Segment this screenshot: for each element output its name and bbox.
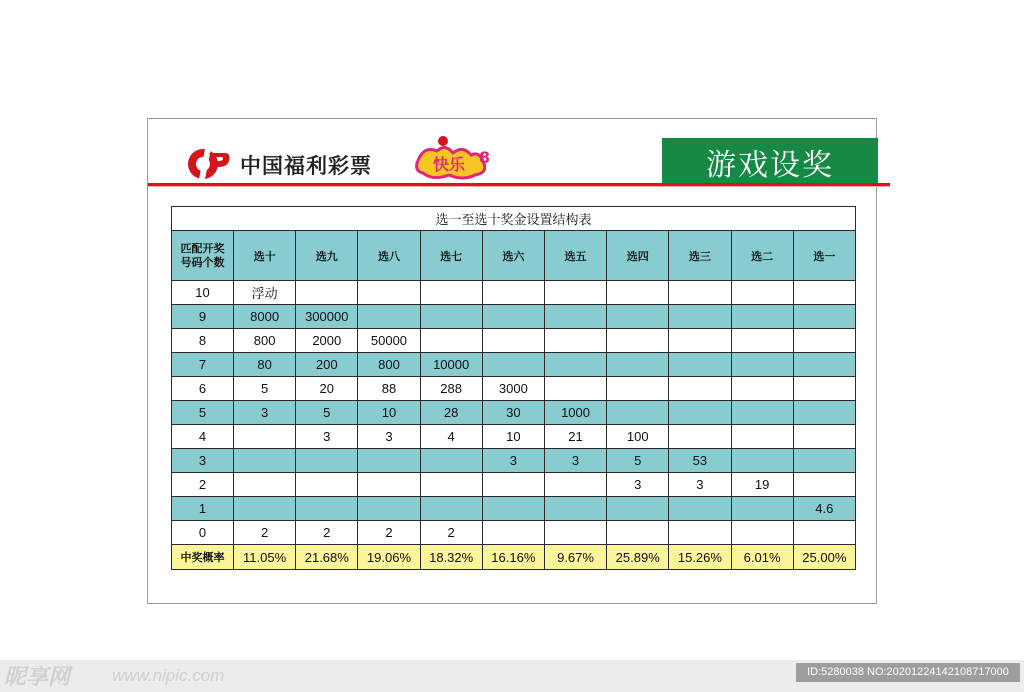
prize-cell: [669, 521, 731, 545]
prize-card: [147, 118, 877, 604]
match-count-cell: 6: [172, 377, 234, 401]
prize-cell: 8000: [234, 305, 296, 329]
prize-cell: [669, 377, 731, 401]
prize-cell: 100: [607, 425, 669, 449]
match-count-cell: 5: [172, 401, 234, 425]
table-caption: 选一至选十奖金设置结构表: [172, 207, 856, 231]
match-count-cell: 1: [172, 497, 234, 521]
prize-cell: 浮动: [234, 281, 296, 305]
prize-cell: [607, 497, 669, 521]
prize-cell: 3: [296, 425, 358, 449]
prize-cell: [669, 305, 731, 329]
table-row: [172, 377, 856, 401]
prize-cell: 800: [234, 329, 296, 353]
prize-cell: 3: [234, 401, 296, 425]
prize-cell: 19: [731, 473, 793, 497]
prize-cell: [544, 329, 606, 353]
prize-cell: [669, 401, 731, 425]
prize-cell: 5: [296, 401, 358, 425]
prize-cell: [669, 329, 731, 353]
prize-cell: 3: [482, 449, 544, 473]
prize-cell: [358, 281, 420, 305]
prize-cell: [731, 305, 793, 329]
prize-cell: [544, 353, 606, 377]
column-header: 选七: [420, 231, 482, 281]
prize-cell: 4: [420, 425, 482, 449]
prize-cell: [482, 473, 544, 497]
table-row: [172, 305, 856, 329]
column-header-row: [172, 231, 856, 281]
prize-cell: [731, 449, 793, 473]
prize-cell: [793, 425, 855, 449]
prize-cell: [669, 497, 731, 521]
prize-cell: [420, 281, 482, 305]
prize-cell: [420, 473, 482, 497]
header: [148, 119, 876, 189]
prize-cell: [793, 329, 855, 353]
prize-cell: [731, 377, 793, 401]
prize-cell: [731, 425, 793, 449]
prize-cell: [482, 305, 544, 329]
prize-cell: 2: [234, 521, 296, 545]
prize-cell: [234, 449, 296, 473]
win-rate-row: [172, 545, 856, 570]
prize-cell: [544, 377, 606, 401]
match-count-cell: 10: [172, 281, 234, 305]
match-count-cell: 7: [172, 353, 234, 377]
prize-cell: [358, 449, 420, 473]
win-rate-cell: 11.05%: [234, 545, 296, 570]
win-rate-cell: 19.06%: [358, 545, 420, 570]
prize-cell: 3: [607, 473, 669, 497]
table-body: [172, 281, 856, 545]
table-row: [172, 281, 856, 305]
prize-cell: [482, 353, 544, 377]
win-rate-cell: 9.67%: [544, 545, 606, 570]
watermark-url: www.nipic.com: [112, 666, 225, 685]
column-header: 选九: [296, 231, 358, 281]
row-header-label: [172, 231, 234, 281]
prize-cell: [731, 401, 793, 425]
column-header: 选一: [793, 231, 855, 281]
column-header: 选五: [544, 231, 606, 281]
happy8-logo-icon: [413, 133, 495, 183]
prize-cell: [607, 281, 669, 305]
prize-cell: [358, 497, 420, 521]
prize-cell: [793, 353, 855, 377]
prize-cell: 288: [420, 377, 482, 401]
prize-cell: 1000: [544, 401, 606, 425]
prize-cell: 2: [420, 521, 482, 545]
prize-cell: 3000: [482, 377, 544, 401]
prize-structure-table: [171, 206, 856, 570]
prize-cell: [358, 473, 420, 497]
watermark-logo: 昵享网: [4, 664, 71, 689]
prize-cell: 28: [420, 401, 482, 425]
prize-cell: 200: [296, 353, 358, 377]
prize-cell: [296, 473, 358, 497]
column-header: 选十: [234, 231, 296, 281]
prize-cell: [544, 281, 606, 305]
prize-cell: [793, 305, 855, 329]
prize-cell: [482, 329, 544, 353]
prize-cell: [544, 521, 606, 545]
table-row: [172, 329, 856, 353]
prize-cell: [731, 353, 793, 377]
match-count-cell: 2: [172, 473, 234, 497]
prize-cell: [607, 521, 669, 545]
prize-cell: 3: [358, 425, 420, 449]
match-count-cell: 4: [172, 425, 234, 449]
prize-cell: [793, 449, 855, 473]
prize-cell: 53: [669, 449, 731, 473]
match-count-cell: 9: [172, 305, 234, 329]
table-row: [172, 449, 856, 473]
table-row: [172, 521, 856, 545]
prize-cell: 10: [482, 425, 544, 449]
prize-cell: 20: [296, 377, 358, 401]
win-rate-cell: 15.26%: [669, 545, 731, 570]
prize-cell: 2: [296, 521, 358, 545]
prize-cell: [607, 329, 669, 353]
table-row: [172, 497, 856, 521]
table-row: [172, 425, 856, 449]
prize-cell: [234, 473, 296, 497]
win-rate-cell: 21.68%: [296, 545, 358, 570]
prize-cell: [607, 305, 669, 329]
prize-cell: [420, 329, 482, 353]
prize-cell: [669, 353, 731, 377]
prize-cell: [234, 425, 296, 449]
prize-cell: [793, 377, 855, 401]
svg-text:8: 8: [479, 148, 491, 167]
column-header: 选八: [358, 231, 420, 281]
prize-cell: 2: [358, 521, 420, 545]
prize-cell: [793, 473, 855, 497]
welfare-lottery-logo-icon: [185, 147, 231, 181]
table-row: [172, 401, 856, 425]
prize-cell: 300000: [296, 305, 358, 329]
prize-cell: [482, 497, 544, 521]
image-id-badge: ID:5280038 NO:20201224142108717000: [796, 663, 1020, 682]
prize-cell: 50000: [358, 329, 420, 353]
prize-cell: 5: [234, 377, 296, 401]
prize-cell: [544, 473, 606, 497]
prize-cell: 3: [544, 449, 606, 473]
prize-cell: [296, 497, 358, 521]
header-divider-shadow: [148, 186, 890, 187]
match-count-cell: 8: [172, 329, 234, 353]
prize-cell: [731, 329, 793, 353]
prize-cell: 10000: [420, 353, 482, 377]
prize-cell: [607, 353, 669, 377]
prize-cell: [731, 521, 793, 545]
brand-name: 中国福利彩票: [240, 154, 372, 178]
page-title: 游戏设奖: [662, 138, 878, 185]
prize-cell: [296, 449, 358, 473]
prize-cell: 2000: [296, 329, 358, 353]
win-rate-cell: 16.16%: [482, 545, 544, 570]
prize-cell: 30: [482, 401, 544, 425]
prize-cell: 21: [544, 425, 606, 449]
prize-cell: 5: [607, 449, 669, 473]
prize-cell: 800: [358, 353, 420, 377]
prize-cell: 4.6: [793, 497, 855, 521]
win-rate-cell: 6.01%: [731, 545, 793, 570]
prize-cell: [607, 401, 669, 425]
prize-cell: 80: [234, 353, 296, 377]
table-row: [172, 473, 856, 497]
column-header: 选四: [607, 231, 669, 281]
prize-cell: 10: [358, 401, 420, 425]
column-header: 选二: [731, 231, 793, 281]
match-count-cell: 3: [172, 449, 234, 473]
svg-text:快乐: 快乐: [433, 155, 466, 174]
prize-cell: [669, 425, 731, 449]
prize-cell: [607, 377, 669, 401]
prize-cell: [420, 305, 482, 329]
win-rate-label: 中奖概率: [172, 545, 234, 570]
prize-cell: 3: [669, 473, 731, 497]
prize-cell: [234, 497, 296, 521]
column-header: 选六: [482, 231, 544, 281]
win-rate-cell: 25.00%: [793, 545, 855, 570]
prize-cell: [296, 281, 358, 305]
prize-cell: [482, 521, 544, 545]
prize-cell: [793, 281, 855, 305]
prize-cell: [669, 281, 731, 305]
prize-cell: [731, 281, 793, 305]
row-header-text: 匹配开奖号码个数: [180, 242, 225, 269]
prize-cell: [420, 449, 482, 473]
prize-cell: [544, 305, 606, 329]
match-count-cell: 0: [172, 521, 234, 545]
column-header: 选三: [669, 231, 731, 281]
prize-cell: [420, 497, 482, 521]
prize-cell: [544, 497, 606, 521]
prize-cell: [358, 305, 420, 329]
table-row: [172, 353, 856, 377]
prize-cell: 88: [358, 377, 420, 401]
prize-cell: [731, 497, 793, 521]
win-rate-cell: 18.32%: [420, 545, 482, 570]
prize-cell: [482, 281, 544, 305]
win-rate-cell: 25.89%: [607, 545, 669, 570]
prize-cell: [793, 401, 855, 425]
prize-cell: [793, 521, 855, 545]
